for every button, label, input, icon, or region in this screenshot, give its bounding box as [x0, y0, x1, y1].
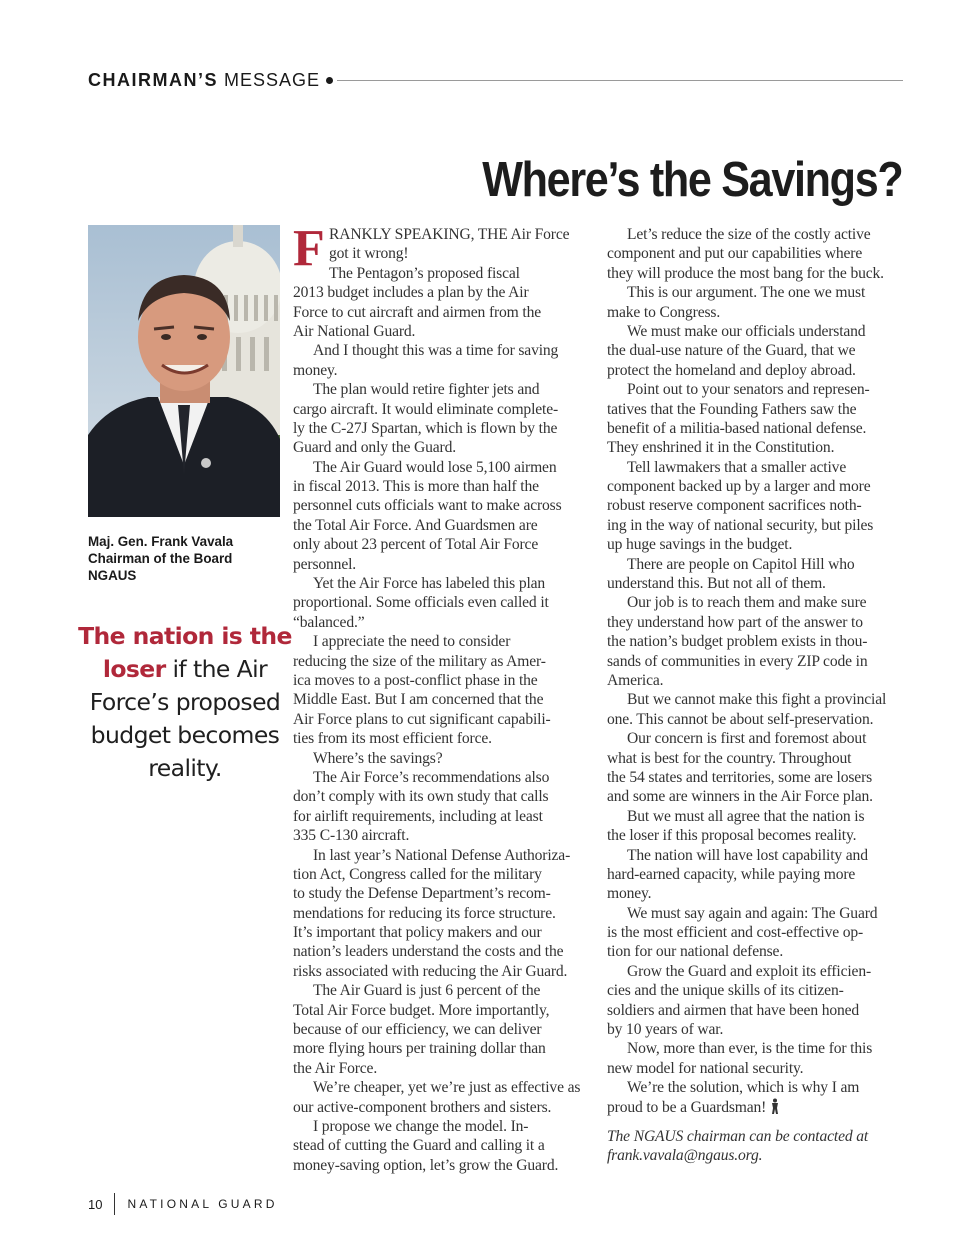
photo-caption [88, 533, 288, 584]
text-line [607, 574, 907, 593]
text-line [293, 710, 593, 729]
text-line-content: The Pentagon’s proposed fiscal [329, 264, 520, 282]
text-line-content: mendations for reducing its force structure. [293, 904, 556, 922]
bullet-dot [326, 77, 333, 84]
text-line [293, 1059, 593, 1078]
text-line [293, 458, 593, 477]
section-header [88, 66, 903, 94]
text-line [293, 438, 593, 457]
text-line [293, 1020, 593, 1039]
text-line [293, 225, 593, 244]
contact-line: The NGAUS chairman can be contacted at [607, 1127, 869, 1145]
text-line [293, 962, 593, 981]
text-line [293, 652, 593, 671]
text-line [607, 1098, 907, 1117]
page-number: 10 [88, 1196, 103, 1212]
text-line [607, 244, 907, 263]
text-line [607, 1059, 907, 1078]
text-line-content: Let’s reduce the size of the costly active [627, 226, 871, 243]
contact-line: frank.vavala@ngaus.org. [607, 1147, 763, 1165]
text-line-content: RANKLY SPEAKING, THE Air Force [329, 226, 570, 243]
text-line-content: soldiers and airmen that have been honed [607, 1001, 860, 1019]
text-line-content: But we must all agree that the nation is [627, 807, 865, 825]
text-line [293, 1136, 593, 1155]
text-line-content: Point out to your senators and represen- [627, 381, 870, 399]
text-line [607, 283, 907, 302]
text-line-content: robust reserve component sacrifices noth- [607, 497, 862, 515]
text-line-content: We’re the solution, which is why I am [627, 1079, 860, 1097]
text-line [607, 555, 907, 574]
text-line [607, 690, 907, 709]
text-line-content: they understand how part of the answer to [607, 613, 863, 631]
text-line [293, 477, 593, 496]
text-line-content: money-saving option, let’s grow the Guard. [293, 1156, 559, 1174]
text-line-content: Where’s the savings? [313, 749, 443, 767]
text-line [607, 593, 907, 612]
text-line-content: I appreciate the need to consider [313, 633, 511, 651]
text-line-content: personnel. [293, 555, 357, 573]
text-line-content: The nation will have lost capability and [627, 846, 868, 864]
text-line-content: There are people on Capitol Hill who [627, 555, 855, 573]
text-line [607, 419, 907, 438]
text-line-content: stead of cutting the Guard and calling it a [293, 1137, 545, 1155]
text-line-content: tatives that the Founding Fathers saw the [607, 400, 857, 418]
text-line-content: The Air Guard would lose 5,100 airmen [313, 458, 557, 476]
text-line [293, 1039, 593, 1058]
text-line-content: Yet the Air Force has labeled this plan [313, 575, 546, 593]
text-line [293, 729, 593, 748]
text-line [607, 632, 907, 651]
caption-org: NGAUS [88, 568, 137, 583]
text-line-content: the Total Air Force. And Guardsmen are [293, 516, 538, 534]
text-line-content: what is best for the country. Throughout [607, 749, 852, 767]
text-line [293, 865, 593, 884]
text-line [293, 419, 593, 438]
text-line-content: benefit of a militia-based national defense. [607, 419, 867, 437]
text-line-content: And I thought this was a time for saving [313, 342, 559, 360]
text-line-content: Force to cut aircraft and airmen from the [293, 303, 542, 321]
text-line [607, 865, 907, 884]
text-line-content: the 54 states and territories, some are losers [607, 768, 873, 786]
text-line-content: to study the Defense Department’s recom- [293, 885, 551, 903]
text-line-content: ties from its most efficient force. [293, 730, 492, 748]
text-line [607, 923, 907, 942]
text-line-content: the dual-use nature of the Guard, that we [607, 342, 856, 360]
text-line-content: because of our efficiency, we can deliver [293, 1021, 542, 1039]
text-line-content: tion Act, Congress called for the military [293, 865, 542, 883]
text-line [607, 962, 907, 981]
section-kicker-sub: MESSAGE [224, 69, 321, 90]
text-line-content: The Air Force’s recommendations also [313, 768, 550, 786]
text-line-content: In last year’s National Defense Authoriza- [313, 846, 571, 864]
text-line-content: nation’s leaders understand the costs and the [293, 943, 564, 961]
publication-name: NATIONAL GUARD [127, 1197, 278, 1211]
pull-quote [60, 620, 310, 785]
text-line [293, 516, 593, 535]
text-line-content: Grow the Guard and exploit its efficien- [627, 962, 872, 980]
text-line-content: only about 23 percent of Total Air Force [293, 536, 539, 554]
text-line-content: ly the C-27J Spartan, which is flown by the [293, 419, 558, 437]
text-line-content: for airlift requirements, including at least [293, 807, 543, 825]
article-headline: Where’s the Savings? [481, 153, 902, 207]
text-line [607, 710, 907, 729]
text-line [293, 303, 593, 322]
text-line [293, 690, 593, 709]
text-line-content: Air National Guard. [293, 322, 416, 340]
caption-name: Maj. Gen. Frank Vavala [88, 534, 234, 549]
text-line-content: money. [607, 885, 652, 903]
text-line-content: Guard and only the Guard. [293, 439, 456, 457]
text-line-content: more flying hours per training dollar than [293, 1040, 546, 1058]
text-line [607, 981, 907, 1000]
text-line-content: The plan would retire fighter jets and [313, 381, 540, 399]
text-line [607, 1078, 907, 1097]
text-line [607, 1001, 907, 1020]
article-column-2 [607, 225, 907, 1166]
text-line-content: is the most efficient and cost-effective op- [607, 924, 864, 942]
text-line-content: Our concern is first and foremost about [627, 730, 867, 748]
text-line-content: 335 C-130 aircraft. [293, 827, 410, 845]
text-line [607, 438, 907, 457]
text-line [293, 341, 593, 360]
text-line-content: America. [607, 671, 664, 689]
section-kicker: CHAIRMAN’S [88, 69, 218, 90]
text-line [293, 400, 593, 419]
text-line-content: proportional. Some officials even called it [293, 594, 549, 612]
text-line-content: Tell lawmakers that a smaller active [627, 458, 847, 476]
text-line-content: 2013 budget includes a plan by the Air [293, 284, 529, 302]
text-line-content: the Air Force. [293, 1059, 378, 1077]
text-line-content: component and put our capabilities where [607, 245, 863, 263]
text-line [293, 1078, 593, 1097]
text-line [293, 904, 593, 923]
text-line [293, 1117, 593, 1136]
text-line [293, 846, 593, 865]
text-line [607, 652, 907, 671]
text-line [607, 749, 907, 768]
text-line-content: cargo aircraft. It would eliminate complete- [293, 400, 559, 418]
author-photo [88, 225, 280, 517]
text-line-content: got it wrong! [329, 245, 409, 263]
spacer [607, 1117, 907, 1127]
article-column-1 [293, 220, 593, 1175]
text-line-content: protect the homeland and deploy abroad. [607, 361, 856, 379]
text-line-content: new model for national security. [607, 1059, 804, 1077]
text-line-content: We’re cheaper, yet we’re just as effective as [313, 1079, 581, 1097]
text-line [607, 826, 907, 845]
footer-divider [114, 1193, 115, 1215]
text-line [293, 768, 593, 787]
text-line [607, 380, 907, 399]
text-line-content: We must make our officials understand [627, 322, 866, 340]
text-line [607, 1039, 907, 1058]
text-line-content: the nation’s budget problem exists in thou- [607, 633, 868, 651]
text-line-content: hard-earned capacity, while paying more [607, 865, 856, 883]
text-line-content: and some are winners in the Air Force plan. [607, 788, 873, 806]
text-line [607, 361, 907, 380]
text-line-content: reducing the size of the military as Amer- [293, 652, 546, 670]
text-line-content: “balanced.” [293, 613, 365, 631]
text-line [293, 380, 593, 399]
text-line-content: personnel cuts officials want to make across [293, 497, 562, 515]
text-line-content: We must say again and again: The Guard [627, 904, 878, 922]
text-line [293, 244, 593, 263]
text-line-content: But we cannot make this fight a provincial [627, 691, 887, 709]
text-line [293, 826, 593, 845]
text-line [293, 283, 593, 302]
text-line [293, 593, 593, 612]
text-line [607, 225, 907, 244]
text-line-content: Now, more than ever, is the time for this [627, 1040, 873, 1058]
header-rule [337, 80, 903, 81]
text-line [607, 458, 907, 477]
text-line [293, 942, 593, 961]
text-line [293, 555, 593, 574]
text-line-content: Total Air Force budget. More importantly, [293, 1001, 550, 1019]
text-line-content: understand this. But not all of them. [607, 575, 826, 593]
text-line-content: tion for our national defense. [607, 943, 784, 961]
text-line [607, 1020, 907, 1039]
text-line-content: Air Force plans to cut significant capabili- [293, 710, 551, 728]
text-line [293, 1098, 593, 1117]
caption-title: Chairman of the Board [88, 551, 233, 566]
text-line [607, 496, 907, 515]
text-line [293, 613, 593, 632]
text-line [293, 496, 593, 515]
text-line [607, 942, 907, 961]
text-line-content: our active-component brothers and sisters. [293, 1098, 552, 1116]
text-line-content: component backed up by a larger and more [607, 478, 871, 496]
text-line [293, 671, 593, 690]
text-line [607, 613, 907, 632]
text-line [607, 400, 907, 419]
text-line-content: risks associated with reducing the Air Guard. [293, 962, 568, 980]
minuteman-icon [770, 1098, 780, 1114]
text-line [293, 787, 593, 806]
text-line [293, 807, 593, 826]
text-line-content: sands of communities in every ZIP code in [607, 652, 868, 670]
text-line-content: make to Congress. [607, 303, 721, 321]
text-line-content: I propose we change the model. In- [313, 1117, 529, 1135]
text-line-content: they will produce the most bang for the buck. [607, 264, 884, 282]
text-line [607, 477, 907, 496]
text-line-content: the loser if this proposal becomes reality. [607, 827, 857, 845]
text-line [293, 535, 593, 554]
text-line [607, 264, 907, 283]
text-line-content: The Air Guard is just 6 percent of the [313, 982, 541, 1000]
text-line-content: ica moves to a post-conflict phase in the [293, 671, 538, 689]
pull-quote-text: if the Air Force’s proposed budget becomes reality. [89, 655, 281, 782]
text-line [293, 1156, 593, 1175]
text-line [607, 322, 907, 341]
text-line-content: It’s important that policy makers and our [293, 924, 542, 942]
text-line [293, 923, 593, 942]
text-line-content: cies and the unique skills of its citizen- [607, 982, 844, 1000]
text-line [607, 341, 907, 360]
text-line [607, 846, 907, 865]
text-line [293, 264, 593, 283]
text-line [607, 671, 907, 690]
text-line [293, 749, 593, 768]
text-line-content: one. This cannot be about self-preservation. [607, 710, 874, 728]
text-line [607, 807, 907, 826]
text-line-content: by 10 years of war. [607, 1021, 724, 1039]
text-line [293, 361, 593, 380]
text-line-content: in fiscal 2013. This is more than half the [293, 478, 539, 496]
text-line [607, 303, 907, 322]
text-line-content: Middle East. But I am concerned that the [293, 691, 544, 709]
text-line [607, 884, 907, 903]
text-line [607, 535, 907, 554]
text-line [293, 322, 593, 341]
pull-quote-highlight: The nation is the loser [78, 622, 292, 683]
text-line [293, 574, 593, 593]
text-line [607, 904, 907, 923]
text-line-content: proud to be a Guardsman! [607, 1098, 767, 1116]
page-footer [88, 1193, 278, 1215]
text-line-content: Our job is to reach them and make sure [627, 594, 867, 612]
text-line [293, 981, 593, 1000]
text-line-content: money. [293, 361, 338, 379]
text-line-content: ing in the way of national security, but piles [607, 516, 874, 534]
text-line-content: They enshrined it in the Constitution. [607, 439, 835, 457]
drop-cap: F [293, 220, 325, 277]
text-line-content: up huge savings in the budget. [607, 536, 793, 554]
text-line [607, 516, 907, 535]
text-line [293, 632, 593, 651]
text-line [607, 768, 907, 787]
text-line-content: don’t comply with its own study that calls [293, 788, 549, 806]
text-line [293, 884, 593, 903]
text-line [607, 787, 907, 806]
text-line [607, 729, 907, 748]
text-line [293, 1001, 593, 1020]
text-line-content: This is our argument. The one we must [627, 284, 866, 302]
